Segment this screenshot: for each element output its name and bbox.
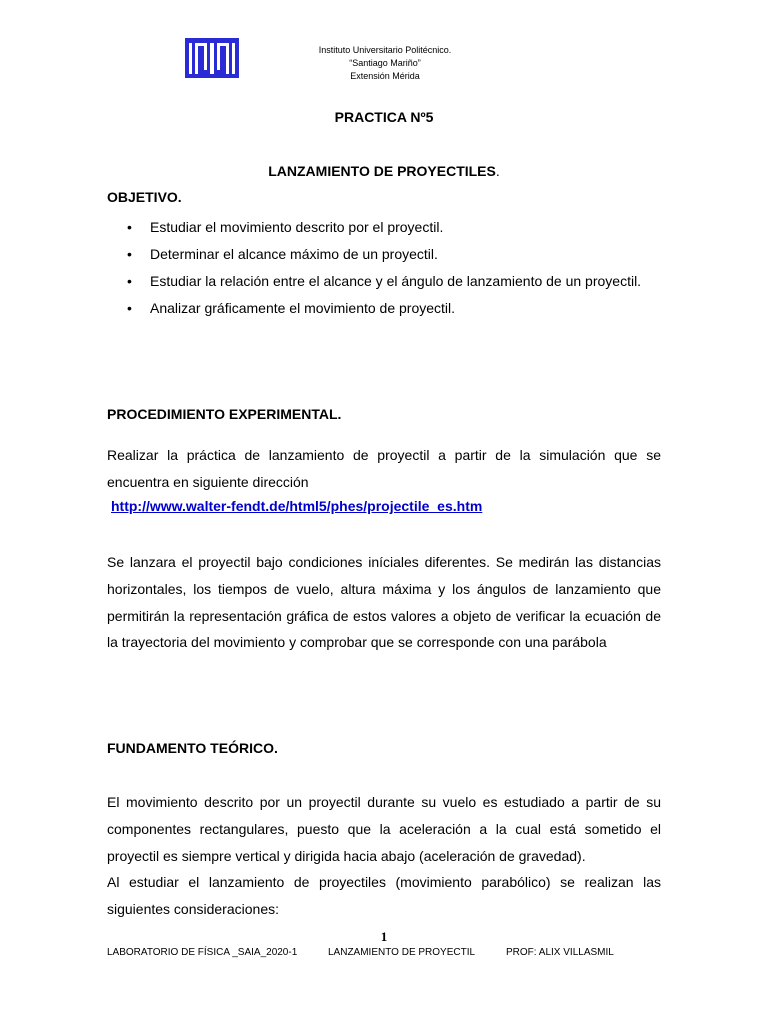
footer-topic: LANZAMIENTO DE PROYECTIL	[328, 947, 476, 958]
page-number: 1	[380, 929, 388, 944]
main-title-suffix: .	[495, 163, 500, 179]
main-title-text: LANZAMIENTO DE PROYECTILES	[268, 163, 496, 179]
main-title	[0, 163, 768, 179]
procedimiento-paragraph: Se lanzara el proyectil bajo condiciones iníciales diferentes. Se medirán las distancias horizontales, los tiempos de vuelo, altura máxima y los ángulos de lanzamiento que permitirán la representación gráfica de estos valores a objeto de verificar la ecuación de la trayectoria del movimiento y comprobar que se corresponde con una parábola	[107, 554, 661, 651]
list-item: • Estudiar el movimiento descrito por el proyectil.	[127, 214, 661, 241]
institute-header	[270, 44, 500, 83]
objetivo-heading: OBJETIVO.	[107, 189, 182, 205]
fundamento-text	[107, 789, 661, 923]
footer-lab: LABORATORIO DE FÍSICA _SAIA_2020-1	[107, 947, 298, 958]
practice-title: PRACTICA Nº5	[334, 109, 434, 125]
procedimiento-heading: PROCEDIMIENTO EXPERIMENTAL.	[107, 406, 342, 422]
list-item: • Analizar gráficamente el movimiento de proyectil.	[127, 295, 661, 322]
institute-extension: Extensión Mérida	[350, 71, 420, 81]
list-item: • Determinar el alcance máximo de un proyectil.	[127, 241, 661, 268]
objetivo-list	[127, 214, 661, 322]
institute-subname: “Santiago Mariño”	[349, 58, 421, 68]
fundamento-heading: FUNDAMENTO TEÓRICO.	[107, 740, 278, 756]
fundamento-paragraph-1: El movimiento descrito por un proyectil durante su vuelo es estudiado a partir de su componentes rectangulares, puesto que la aceleración a la cual está sometido el proyectil es siempre vertical y dirigida hacia abajo (aceleración de gravedad).	[107, 794, 661, 864]
simulation-link[interactable]: http://www.walter-fendt.de/html5/phes/projectile_es.htm	[111, 498, 483, 514]
fundamento-paragraph-2: Al estudiar el lanzamiento de proyectiles (movimiento parabólico) se realizan las siguientes consideraciones:	[107, 874, 661, 918]
institute-name: Instituto Universitario Politécnico.	[318, 45, 452, 55]
procedimiento-intro: Realizar la práctica de lanzamiento de proyectil a partir de la simulación que se encuentra en siguiente dirección	[107, 447, 661, 490]
footer-professor: PROF: ALIX VILLASMIL	[506, 947, 614, 958]
institute-logo	[185, 38, 239, 78]
list-item: • Estudiar la relación entre el alcance y el ángulo de lanzamiento de un proyectil.	[127, 268, 661, 295]
